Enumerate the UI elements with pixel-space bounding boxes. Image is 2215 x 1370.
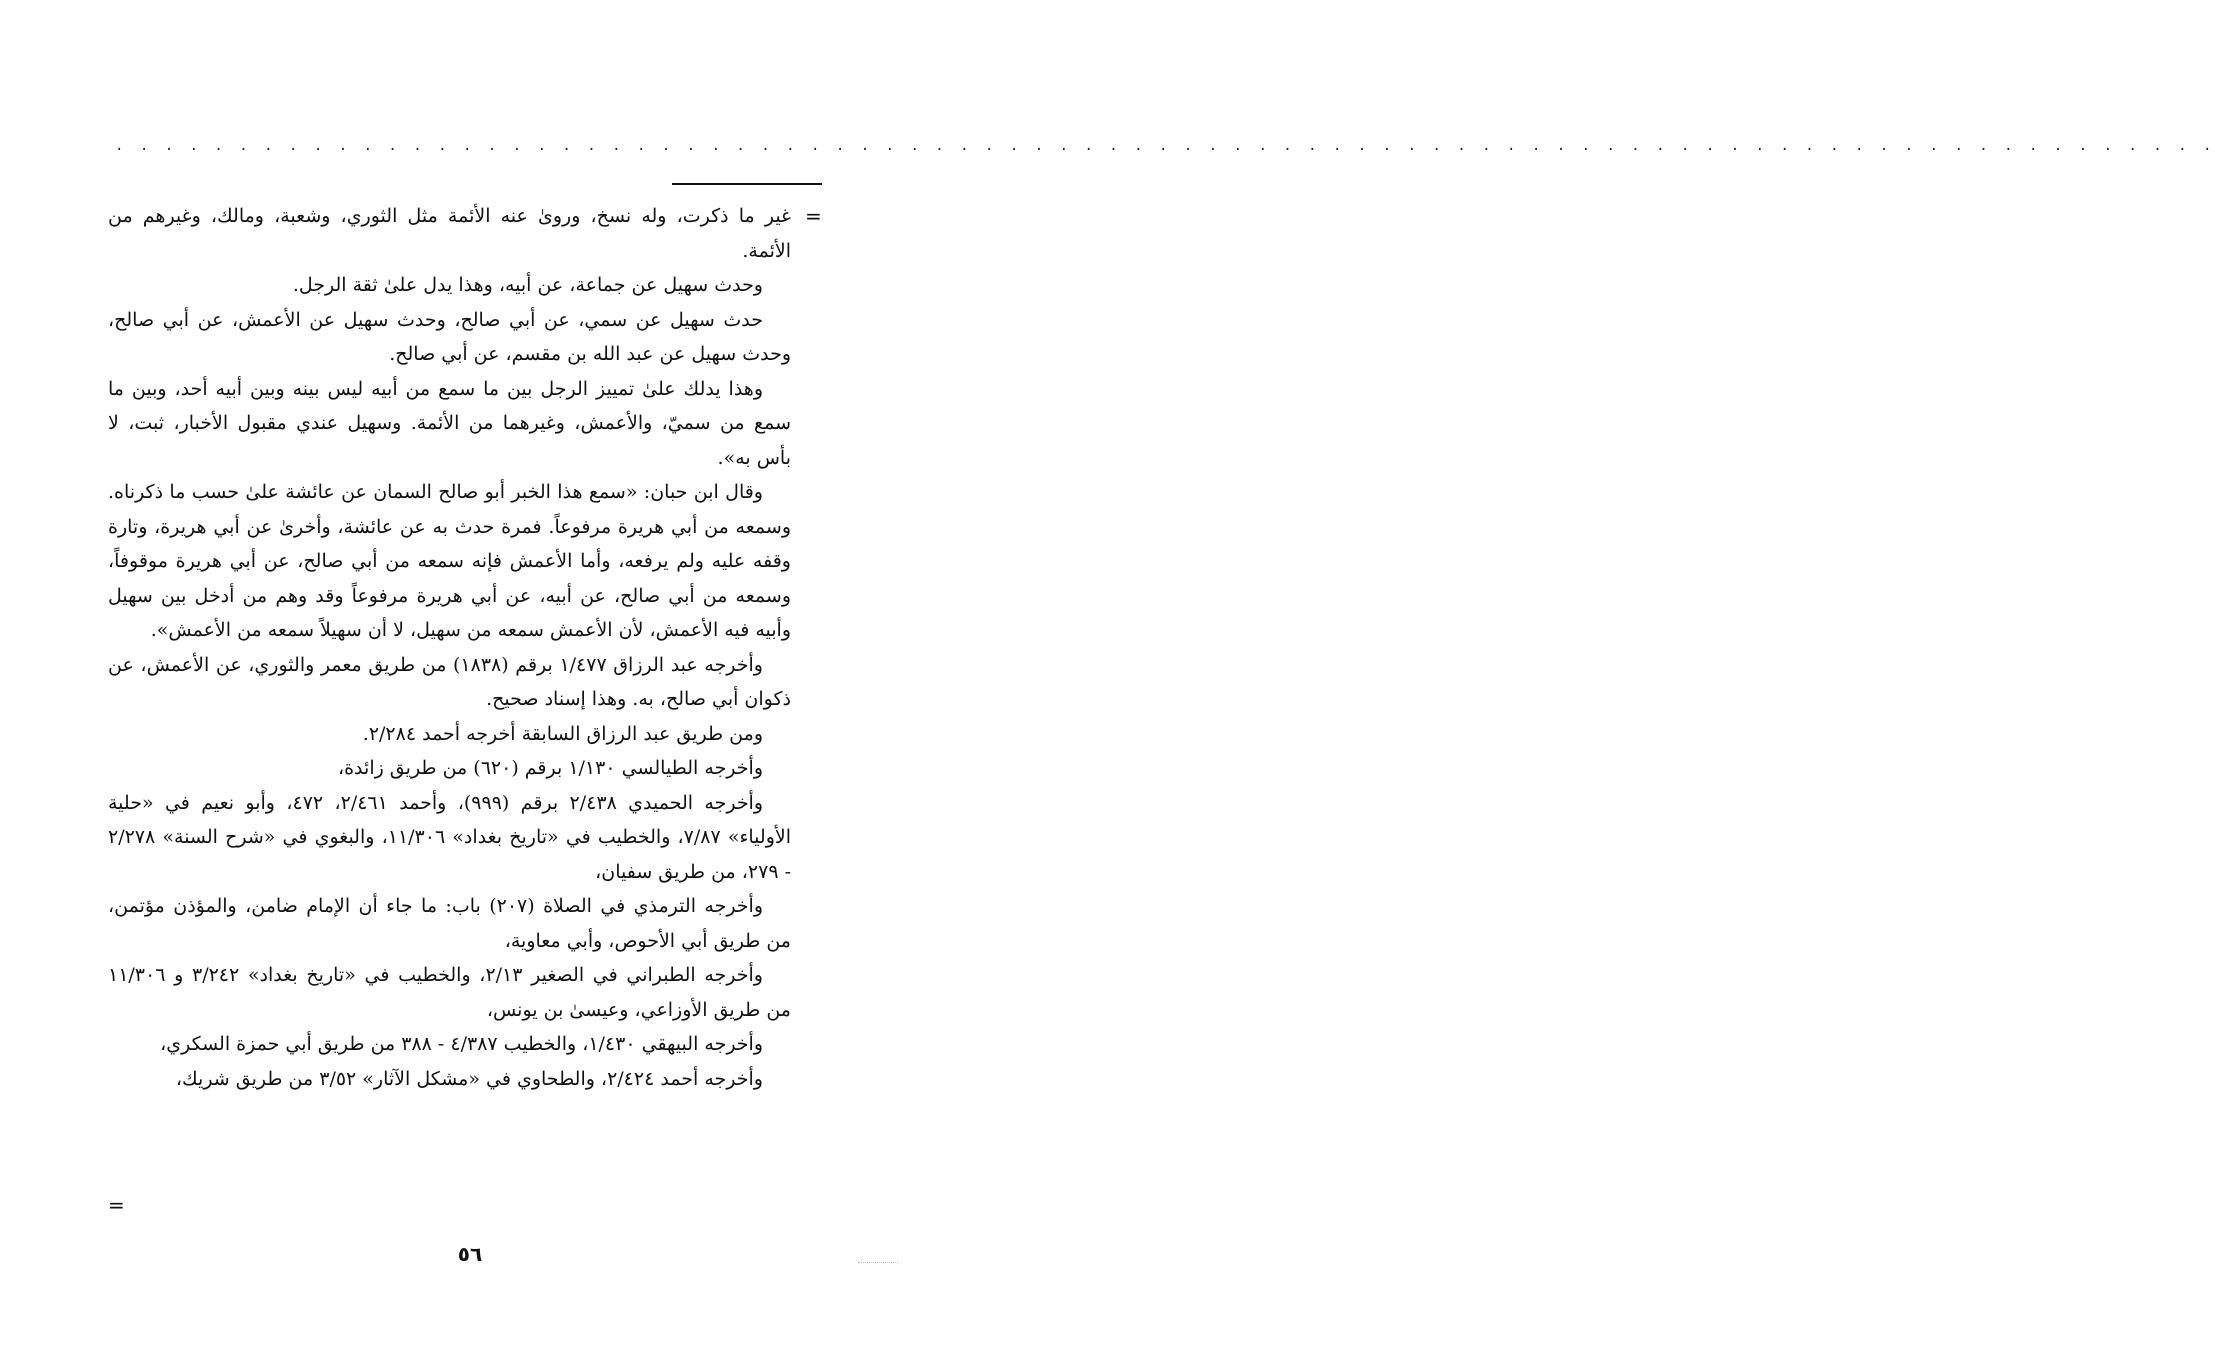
footnote-separator-rule bbox=[672, 183, 822, 185]
footnote-paragraph: وأخرجه الطبراني في الصغير ٢/١٣، والخطيب في «تاريخ بغداد» ٣/٢٤٢ و ١١/٣٠٦ من طريق الأوزاعي، وعيسىٰ بن يونس، bbox=[108, 964, 791, 1021]
footnote-paragraph: حدث سهيل عن سمي، عن أبي صالح، وحدث سهيل عن الأعمش، عن أبي صالح، وحدث سهيل عن عبد الله بن مقسم، عن أبي صالح. bbox=[108, 308, 791, 365]
page-number: ٥٦ bbox=[457, 1242, 483, 1266]
footnote-paragraph: وأخرجه الطيالسي ١/١٣٠ برقم (٦٢٠) من طريق زائدة، bbox=[337, 757, 763, 779]
footnote-paragraph: غير ما ذكرت، وله نسخ، وروىٰ عنه الأئمة مثل الثوري، وشعبة، ومالك، وغيرهم من الأئمة. bbox=[108, 205, 791, 262]
footnote-paragraph: ومن طريق عبد الرزاق السابقة أخرجه أحمد ٢/٢٨٤. bbox=[362, 722, 763, 745]
footnote-text-block bbox=[108, 199, 791, 1096]
footnote-paragraph: وأخرجه البيهقي ١/٤٣٠، والخطيب ٤/٣٨٧ - ٣٨٨ من طريق أبي حمزة السكري، bbox=[160, 1033, 763, 1055]
footnote-paragraph: وأخرجه أحمد ٢/٤٢٤، والطحاوي في «مشكل الآثار» ٣/٥٢ من طريق شريك، bbox=[175, 1067, 763, 1090]
footnote-paragraph: وقال ابن حبان: «سمع هذا الخبر أبو صالح السمان عن عائشة علىٰ حسب ما ذكرناه. وسمعه من أبي هريرة مرفوعاً. فمرة حدث به عن عائشة، وأخرىٰ عن أبي هريرة، وتارة وقفه عليه ولم يرفعه، وأما الأعمش فإنه سمعه من أبي صالح، عن أبي هريرة موقوفاً، وسمعه من أبي صالح، عن أبيه، عن أبي هريرة مرفوعاً وقد وهم من أدخل بين سهيل وأبيه فيه الأعمش، لأن الأعمش سمعه من سهيل، لا أن سهيلاً سمعه من الأعمش». bbox=[108, 481, 791, 641]
scan-smudge bbox=[858, 1262, 898, 1269]
continuation-mark-end: = bbox=[108, 1193, 125, 1217]
footnote-paragraph: وأخرجه الترمذي في الصلاة (٢٠٧) باب: ما جاء أن الإمام ضامن، والمؤذن مؤتمن، من طريق أبي الأحوص، وأبي معاوية، bbox=[108, 895, 791, 952]
header-dotted-separator: . . . . . . . . . . . . . . . . . . . . . . . . . . . . . . . . . . . . . . . . . . . . . . . . . . . . . . . . . . . . . . . . . . . . . . . . . . . . . . . . . . . . . bbox=[115, 138, 2215, 154]
footnote-paragraph: وأخرجه الحميدي ٢/٤٣٨ برقم (٩٩٩)، وأحمد ٢/٤٦١، ٤٧٢، وأبو نعيم في «حلية الأولياء» ٧/٨٧، والخطيب في «تاريخ بغداد» ١١/٣٠٦، والبغوي في «شرح السنة» ٢/٢٧٨ - ٢٧٩، من طريق سفيان، bbox=[108, 791, 791, 883]
footnote-paragraph: وحدث سهيل عن جماعة، عن أبيه، وهذا يدل علىٰ ثقة الرجل. bbox=[292, 274, 763, 296]
continuation-mark-start: = bbox=[805, 204, 822, 228]
footnote-paragraph: وهذا يدلك علىٰ تمييز الرجل بين ما سمع من أبيه ليس بينه وبين أبيه أحد، وبين ما سمع من سميّ، والأعمش، وغيرهما من الأئمة. وسهيل عندي مقبول الأخبار، ثبت، لا بأس به». bbox=[108, 377, 791, 469]
footnote-paragraph: وأخرجه عبد الرزاق ١/٤٧٧ برقم (١٨٣٨) من طريق معمر والثوري، عن الأعمش، عن ذكوان أبي صالح، به. وهذا إسناد صحيح. bbox=[108, 653, 791, 710]
